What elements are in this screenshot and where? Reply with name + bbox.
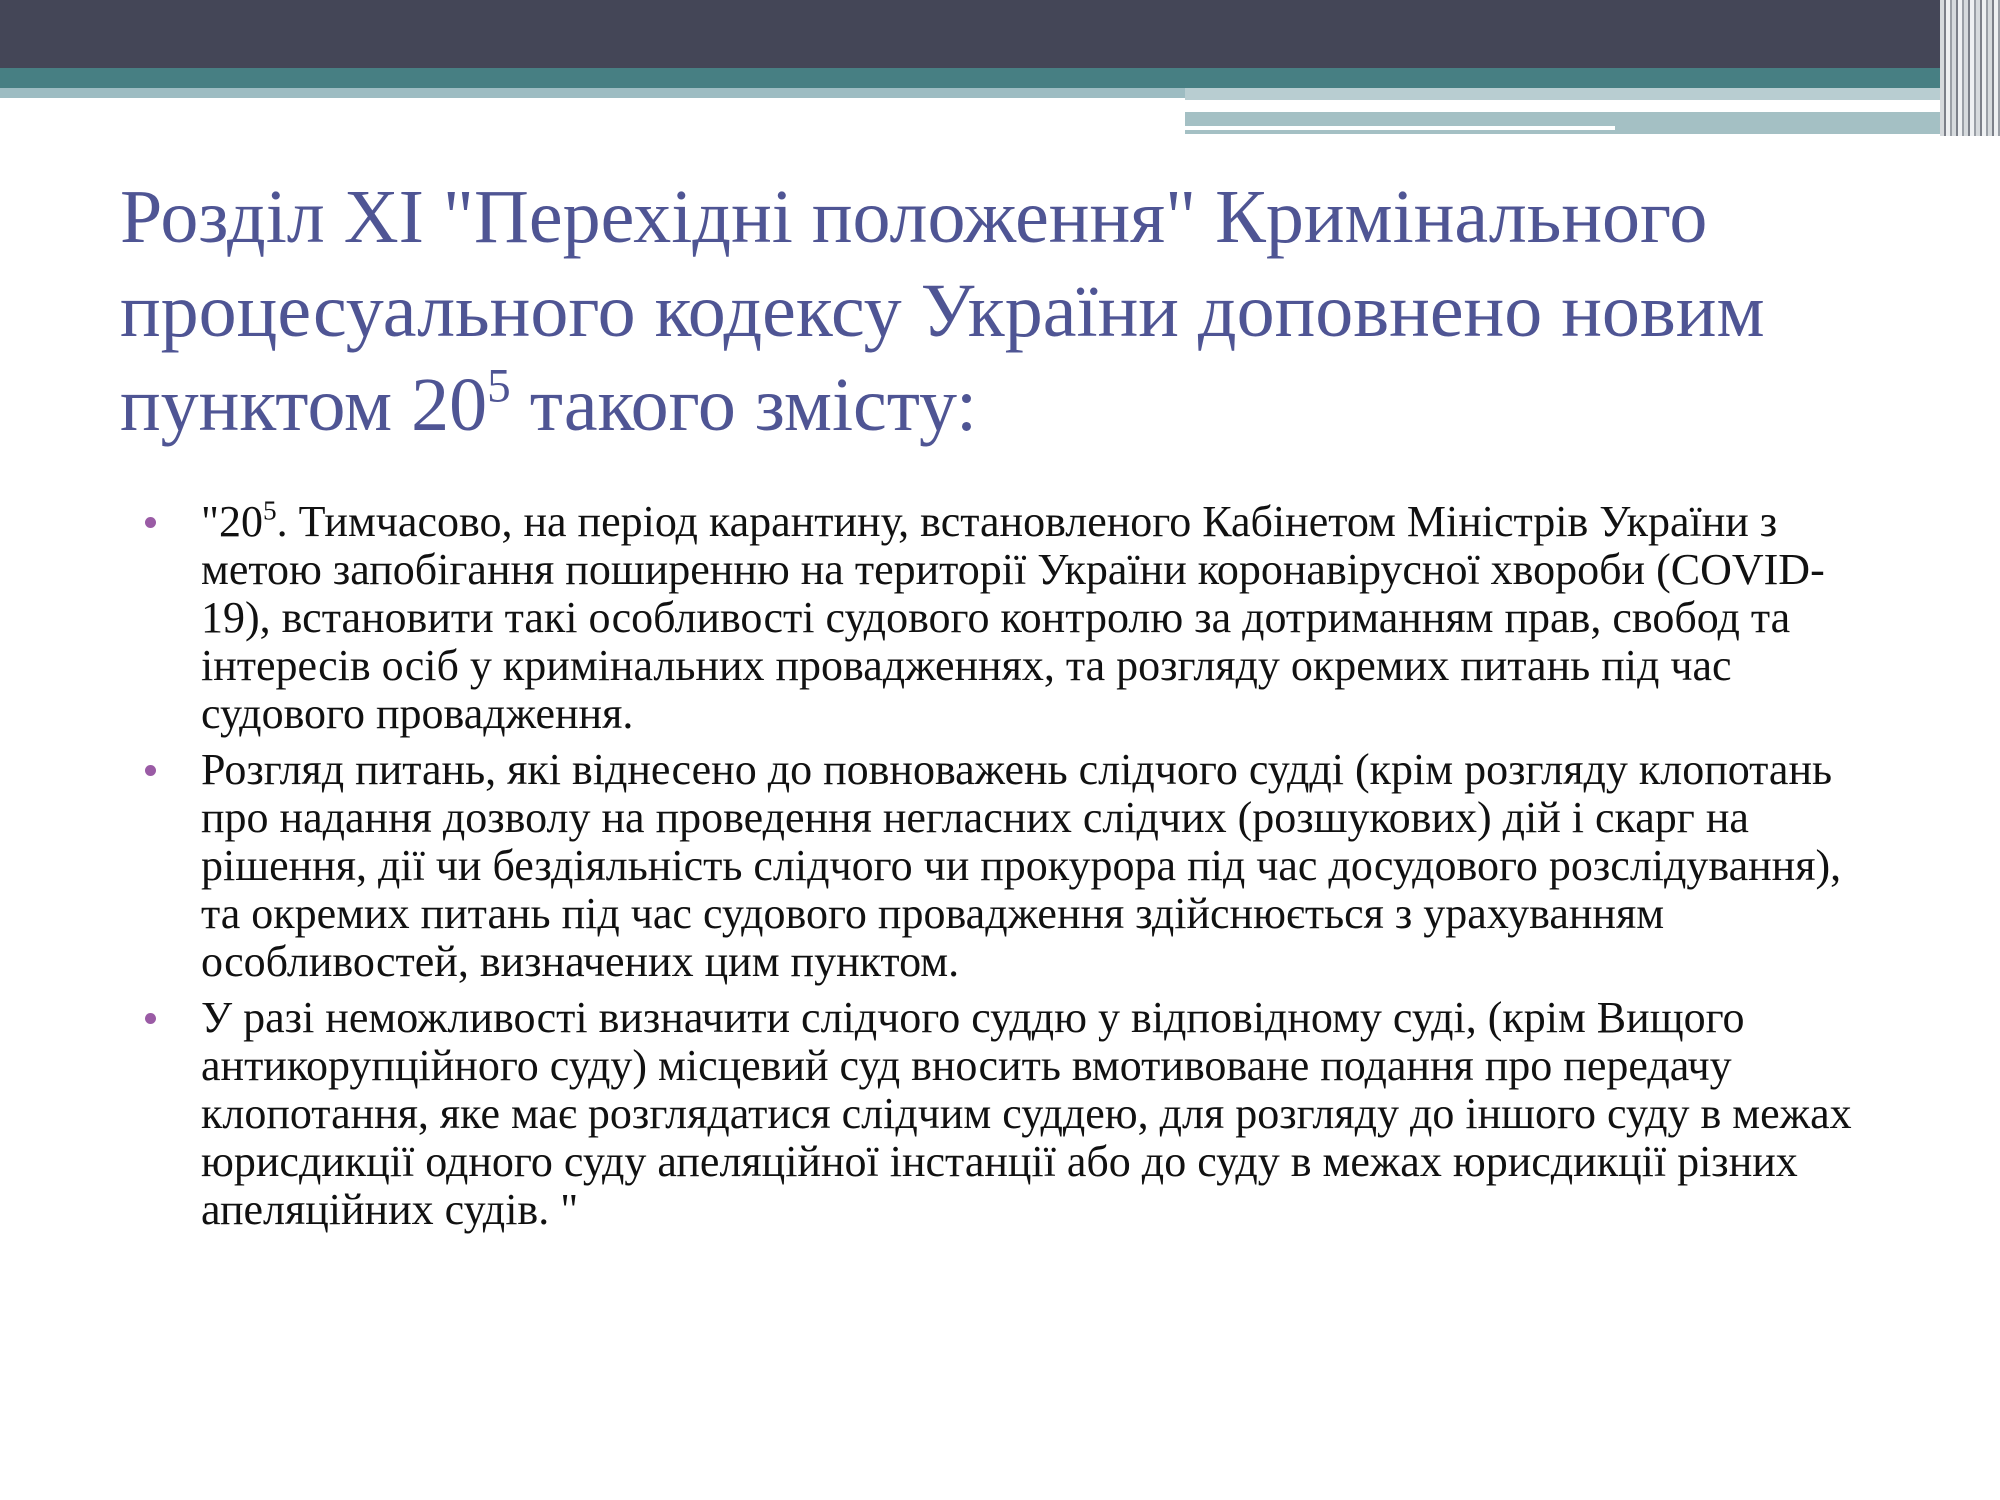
bullet-text-3: У разі неможливості визначити слідчого суддю у відповідному суді, (крім Вищого антикорупційного суду) місцевий суд вносить вмотивоване подання про передачу клопотання, яке має розглядатися слідчим суддею, для розгляду до іншого суду в межах юрисдикції одного суду апеляційної інстанції або до суду в межах юрисдикції різних апеляційних судів. " <box>201 993 1852 1234</box>
slide-title-text: Розділ XI "Перехідні положення" Кримінального процесуального кодексу України доповнено новим пунктом 20 <box>120 175 1765 447</box>
header-band-right-bottom <box>1185 112 2000 134</box>
bullet-text-1 <box>201 495 1885 738</box>
header-vertical-stripes <box>1940 0 2000 136</box>
bullet-item-3 <box>145 994 1885 1234</box>
bullet-1-prefix: "20 <box>201 497 263 546</box>
header-line-short <box>1185 126 1615 130</box>
bullet-1-body: . Тимчасово, на період карантину, встановленого Кабінетом Міністрів України з метою запобігання поширенню на території України коронавірусної хвороби (COVID-19), встановити такі особливості судового контролю за дотриманням прав, свобод та інтересів осіб у кримінальних провадженнях, та розгляду окремих питань під час судового провадження. <box>201 497 1825 738</box>
slide-title-superscript: 5 <box>487 360 511 413</box>
slide-title-tail: такого змісту: <box>510 363 978 447</box>
bullet-dot-icon <box>145 1013 156 1024</box>
bullet-item-2 <box>145 746 1885 986</box>
slide-bullet-list <box>145 495 1885 1242</box>
header-band-dark <box>0 0 2000 68</box>
bullet-dot-icon <box>145 765 156 776</box>
bullet-1-superscript: 5 <box>262 495 277 526</box>
header-line-long <box>1185 106 1855 112</box>
bullet-item-1 <box>145 495 1885 738</box>
header-band-teal <box>0 68 2000 88</box>
bullet-text-2: Розгляд питань, які віднесено до повноважень слідчого судді (крім розгляду клопотань про надання дозволу на проведення негласних слідчих (розшукових) дій і скарг на рішення, дії чи бездіяльність слідчого чи прокурора під час досудового розслідування), та окремих питань під час судового провадження здійснюється з урахуванням особливостей, визначених цим пунктом. <box>201 745 1842 986</box>
bullet-dot-icon <box>145 517 156 528</box>
slide-title <box>120 170 1920 452</box>
header-band-light <box>0 88 1185 98</box>
header-band-right-top <box>1185 88 2000 100</box>
